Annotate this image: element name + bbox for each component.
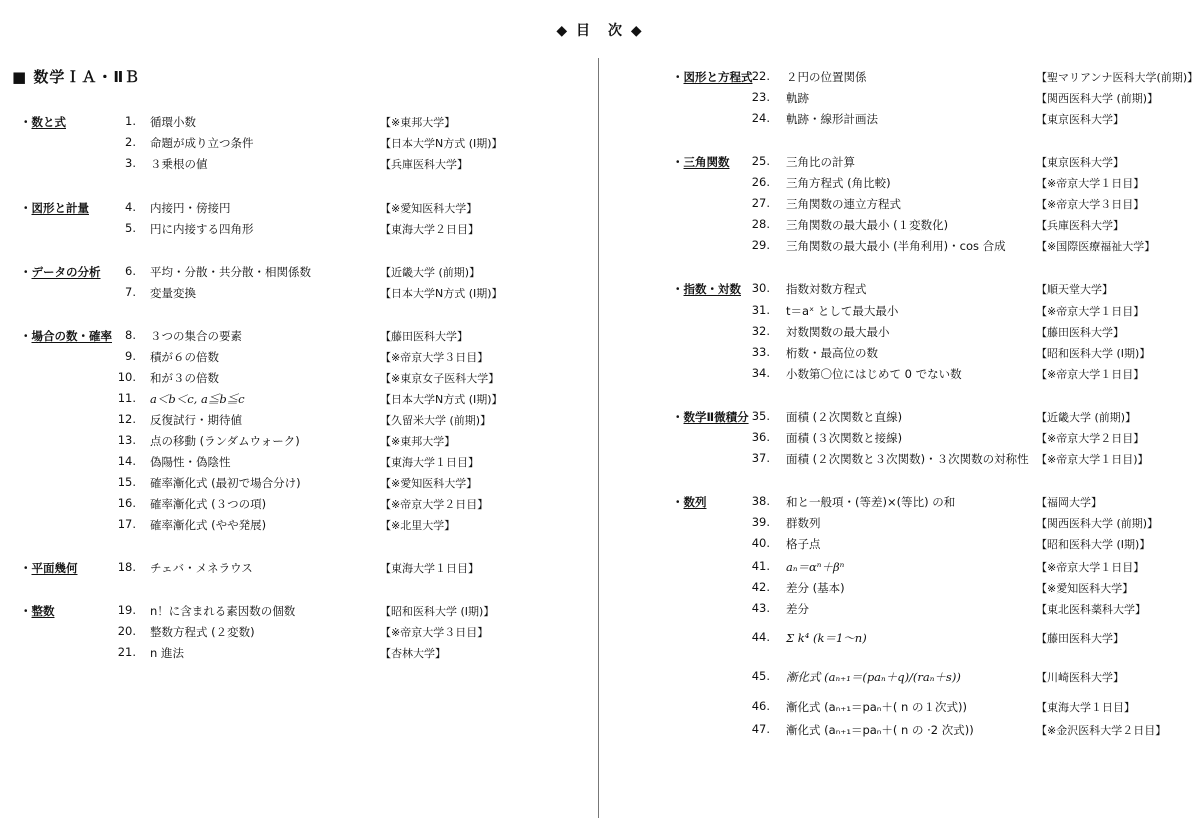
- item-title: t＝aˣ として最大最小: [786, 304, 899, 318]
- category-bullet: ・: [672, 410, 684, 424]
- item-title: aₙ＝αⁿ＋βⁿ: [786, 560, 845, 574]
- item-number: 45.: [751, 669, 770, 683]
- item-number: 23.: [751, 90, 770, 104]
- item-source: 【※東邦大学】: [380, 116, 456, 129]
- item-title: 漸化式 (aₙ₊₁＝paₙ＋( n の ·2 次式)): [786, 723, 974, 737]
- category-name: 指数・対数: [683, 282, 741, 296]
- item-source: 【※帝京大学１日目)】: [1036, 453, 1149, 466]
- item-source: 【※帝京大学１日目】: [1036, 305, 1145, 318]
- item-number: 25.: [751, 154, 770, 168]
- item-source: 【東海大学１日目】: [380, 456, 479, 469]
- item-source: 【※帝京大学１日目】: [1036, 368, 1145, 381]
- item-number: 26.: [751, 175, 770, 189]
- item-title: 偽陽性・偽陰性: [150, 455, 231, 469]
- item-title: チェバ・メネラウス: [150, 561, 253, 575]
- item-source: 【昭和医科大学 (Ⅰ期)】: [380, 605, 495, 618]
- toc-row: [0, 599, 1200, 619]
- item-title: 差分 (基本): [786, 581, 845, 595]
- item-number: 3.: [125, 156, 136, 170]
- toc-row: [0, 152, 1200, 172]
- item-number: 15.: [117, 475, 136, 489]
- toc-row: [0, 236, 1200, 256]
- item-number: 10.: [117, 370, 136, 384]
- item-number: 35.: [751, 409, 770, 423]
- item-title: 確率漸化式 (３つの項): [150, 497, 267, 511]
- toc-row: [0, 194, 1200, 214]
- item-source: 【昭和医科大学 (Ⅰ期)】: [1036, 538, 1151, 551]
- item-number: 37.: [751, 451, 770, 465]
- item-source: 【兵庫医科大学】: [1036, 219, 1124, 232]
- item-title: 小数第〇位にはじめて 0 でない数: [786, 367, 962, 381]
- item-title: 差分: [786, 602, 809, 616]
- item-number: 43.: [751, 601, 770, 615]
- category-name: 整数: [31, 604, 55, 618]
- category-bullet: ・: [20, 604, 32, 618]
- item-source: 【順天堂大学】: [1036, 283, 1113, 296]
- item-source: 【兵庫医科大学】: [380, 158, 468, 171]
- category-label: [672, 69, 753, 85]
- item-number: 39.: [751, 515, 770, 529]
- item-source: 【※東邦大学】: [380, 435, 456, 448]
- toc-row: [0, 513, 1200, 533]
- item-number: 47.: [751, 722, 770, 736]
- toc-row: [0, 67, 1200, 87]
- item-number: 27.: [751, 196, 770, 210]
- item-source: 【日本大学N方式 (Ⅰ期)】: [380, 137, 503, 150]
- category-bullet: ・: [672, 70, 684, 84]
- item-number: 12.: [117, 412, 136, 426]
- item-source: 【川崎医科大学】: [1036, 671, 1124, 684]
- category-name: 場合の数・確率: [31, 329, 112, 343]
- category-bullet: ・: [20, 115, 32, 129]
- page-title: ◆ 目 次 ◆: [556, 23, 644, 39]
- item-title: 格子点: [786, 537, 821, 551]
- category-name: 数学Ⅱ微積分: [683, 410, 749, 424]
- item-title: 三角比の計算: [786, 155, 855, 169]
- item-title: 桁数・最高位の数: [786, 346, 878, 360]
- item-source: 【東京医科大学】: [1036, 156, 1124, 169]
- item-title: 面積 (３次関数と接線): [786, 431, 903, 445]
- item-title: 面積 (２次関数と３次関数)・３次関数の対称性: [786, 452, 1029, 466]
- item-source: 【※国際医療福祉大学】: [1036, 240, 1156, 253]
- category-bullet: ・: [20, 265, 32, 279]
- item-title: 点の移動 (ランダムウォーク): [150, 434, 300, 448]
- item-title: 積が６の倍数: [150, 350, 219, 364]
- category-label: [20, 264, 101, 280]
- item-number: 34.: [751, 366, 770, 380]
- item-title: 群数列: [786, 516, 821, 530]
- toc-row: [0, 133, 600, 153]
- item-title: 和と一般項・(等差)×(等比) の和: [786, 495, 956, 509]
- item-source: 【※愛知医科大学】: [1036, 582, 1134, 595]
- item-number: 32.: [751, 324, 770, 338]
- subject-heading: ■ 数学ＩＡ・ⅡＢ: [12, 68, 141, 86]
- item-number: 29.: [751, 238, 770, 252]
- item-number: 16.: [117, 496, 136, 510]
- item-number: 14.: [117, 454, 136, 468]
- toc-row: [0, 473, 600, 493]
- category-bullet: ・: [20, 201, 32, 215]
- category-label: [672, 494, 707, 510]
- toc-row: [0, 407, 1200, 427]
- item-number: 28.: [751, 217, 770, 231]
- toc-row: [0, 667, 1200, 687]
- item-number: 8.: [125, 328, 136, 342]
- item-source: 【藤田医科大学】: [1036, 632, 1124, 645]
- item-source: 【近畿大学 (前期)】: [1036, 411, 1137, 424]
- toc-row: [0, 449, 1200, 469]
- item-source: 【※帝京大学１日目】: [1036, 561, 1145, 574]
- category-bullet: ・: [672, 155, 684, 169]
- item-source: 【東海大学２日目】: [380, 223, 479, 236]
- item-title: 整数方程式 (２変数): [150, 625, 255, 639]
- item-number: 5.: [125, 221, 136, 235]
- toc-row: [0, 88, 1200, 108]
- item-title: 変量変換: [150, 286, 196, 300]
- category-name: 数列: [683, 495, 707, 509]
- item-title: 三角関数の最大最小 (１変数化): [786, 218, 949, 232]
- item-number: 38.: [751, 494, 770, 508]
- item-number: 4.: [125, 200, 136, 214]
- item-title: 面積 (２次関数と直線): [786, 410, 903, 424]
- item-title: 反復試行・期待値: [150, 413, 242, 427]
- item-source: 【昭和医科大学 (Ⅰ期)】: [1036, 347, 1151, 360]
- item-number: 13.: [117, 433, 136, 447]
- category-label: [672, 281, 741, 297]
- item-source: 【久留米大学 (前期)】: [380, 414, 492, 427]
- item-source: 【藤田医科大学】: [380, 330, 468, 343]
- item-number: 42.: [751, 580, 770, 594]
- item-source: 【※帝京大学１日目】: [1036, 177, 1145, 190]
- item-title: 循環小数: [150, 115, 196, 129]
- item-title: 三角関数の連立方程式: [786, 197, 901, 211]
- item-title: 平均・分散・共分散・相関係数: [150, 265, 311, 279]
- item-number: 9.: [125, 349, 136, 363]
- toc-row: [0, 492, 1200, 512]
- category-bullet: ・: [672, 282, 684, 296]
- item-source: 【※北里大学】: [380, 519, 456, 532]
- item-number: 22.: [751, 69, 770, 83]
- item-title: 三角関数の最大最小 (半角利用)・cos 合成: [786, 239, 1006, 253]
- item-number: 44.: [751, 630, 770, 644]
- item-title: 命題が成り立つ条件: [150, 136, 254, 150]
- item-number: 6.: [125, 264, 136, 278]
- category-name: 平面幾何: [31, 561, 78, 575]
- item-source: 【藤田医科大学】: [1036, 326, 1124, 339]
- item-title: 三角方程式 (角比較): [786, 176, 891, 190]
- item-number: 40.: [751, 536, 770, 550]
- toc-row: [0, 364, 1200, 384]
- toc-row: [0, 697, 1200, 717]
- toc-row: [0, 301, 1200, 321]
- item-title: 軌跡・線形計画法: [786, 112, 878, 126]
- category-bullet: ・: [672, 495, 684, 509]
- category-name: 三角関数: [683, 155, 730, 169]
- item-source: 【近畿大学 (前期)】: [380, 266, 481, 279]
- item-title: ２円の位置関係: [786, 70, 867, 84]
- item-number: 33.: [751, 345, 770, 359]
- item-source: 【東京医科大学】: [1036, 113, 1124, 126]
- category-label: [672, 154, 730, 170]
- toc-row: [0, 173, 1200, 193]
- item-source: 【※愛知医科大学】: [380, 202, 478, 215]
- category-name: 図形と方程式: [683, 70, 753, 84]
- toc-row: [0, 428, 1200, 448]
- item-source: 【※帝京大学３日目】: [1036, 198, 1145, 211]
- toc-row: [0, 322, 1200, 342]
- item-number: 18.: [117, 560, 136, 574]
- item-number: 46.: [751, 699, 770, 713]
- item-title: 対数関数の最大最小: [786, 325, 890, 339]
- item-source: 【聖マリアンナ医科大学(前期)】: [1036, 71, 1199, 84]
- item-number: 24.: [751, 111, 770, 125]
- item-title: 指数対数方程式: [786, 282, 867, 296]
- toc-row: [0, 557, 1200, 577]
- item-title: n 進法: [150, 646, 184, 660]
- category-bullet: ・: [20, 329, 32, 343]
- category-name: 図形と計量: [31, 201, 89, 215]
- toc-row: [0, 628, 1200, 648]
- item-number: 2.: [125, 135, 136, 149]
- category-label: [672, 409, 749, 425]
- item-number: 41.: [751, 559, 770, 573]
- item-number: 31.: [751, 303, 770, 317]
- item-number: 1.: [125, 114, 136, 128]
- item-title: Σ k⁴ (k＝1～n): [786, 631, 867, 645]
- item-source: 【東北医科薬科大学】: [1036, 603, 1146, 616]
- toc-row: [0, 279, 1200, 299]
- category-bullet: ・: [20, 561, 32, 575]
- category-name: 数と式: [31, 115, 66, 129]
- item-number: 20.: [117, 624, 136, 638]
- item-title: n！に含まれる素因数の個数: [150, 604, 296, 618]
- item-number: 19.: [117, 603, 136, 617]
- item-source: 【※帝京大学２日目】: [1036, 432, 1145, 445]
- item-source: 【関西医科大学 (前期)】: [1036, 92, 1159, 105]
- item-source: 【東海大学１日目】: [380, 562, 479, 575]
- item-source: 【※東京女子医科大学】: [380, 372, 500, 385]
- item-title: 軌跡: [786, 91, 809, 105]
- toc-row: [0, 109, 1200, 129]
- item-number: 36.: [751, 430, 770, 444]
- item-title: 漸化式 (aₙ₊₁＝(paₙ＋q)/(raₙ＋s)): [786, 670, 961, 684]
- item-source: 【※帝京大学２日目】: [380, 498, 489, 511]
- item-number: 21.: [117, 645, 136, 659]
- toc-row: [0, 389, 600, 409]
- toc-row: [0, 534, 1200, 554]
- item-source: 【関西医科大学 (前期)】: [1036, 517, 1159, 530]
- item-title: 内接円・傍接円: [150, 201, 231, 215]
- item-source: 【※帝京大学３日目】: [380, 351, 489, 364]
- item-source: 【※帝京大学３日目】: [380, 626, 489, 639]
- item-source: 【日本大学N方式 (Ⅰ期)】: [380, 393, 503, 406]
- item-title: ３乗根の値: [150, 157, 208, 171]
- item-title: 円に内接する四角形: [150, 222, 254, 236]
- toc-row: [0, 343, 1200, 363]
- toc-row: [0, 720, 1200, 740]
- item-source: 【杏林大学】: [380, 647, 446, 660]
- item-source: 【日本大学N方式 (Ⅰ期)】: [380, 287, 503, 300]
- item-source: 【※愛知医科大学】: [380, 477, 478, 490]
- item-title: 確率漸化式 (やや発展): [150, 518, 267, 532]
- toc-row: [0, 215, 1200, 235]
- item-title: a＜b＜c, a≦b≦c: [150, 392, 245, 406]
- item-number: 11.: [117, 391, 136, 405]
- item-number: 30.: [751, 281, 770, 295]
- item-title: 確率漸化式 (最初で場合分け): [150, 476, 301, 490]
- toc-row: [0, 578, 1200, 598]
- item-number: 7.: [125, 285, 136, 299]
- item-source: 【東海大学１日目】: [1036, 701, 1135, 714]
- item-title: 和が３の倍数: [150, 371, 219, 385]
- category-name: データの分析: [31, 265, 101, 279]
- item-source: 【福岡大学】: [1036, 496, 1102, 509]
- item-source: 【※金沢医科大学２日目】: [1036, 724, 1167, 737]
- item-title: 漸化式 (aₙ₊₁＝paₙ＋( n の１次式)): [786, 700, 967, 714]
- item-number: 17.: [117, 517, 136, 531]
- item-title: ３つの集合の要素: [150, 329, 242, 343]
